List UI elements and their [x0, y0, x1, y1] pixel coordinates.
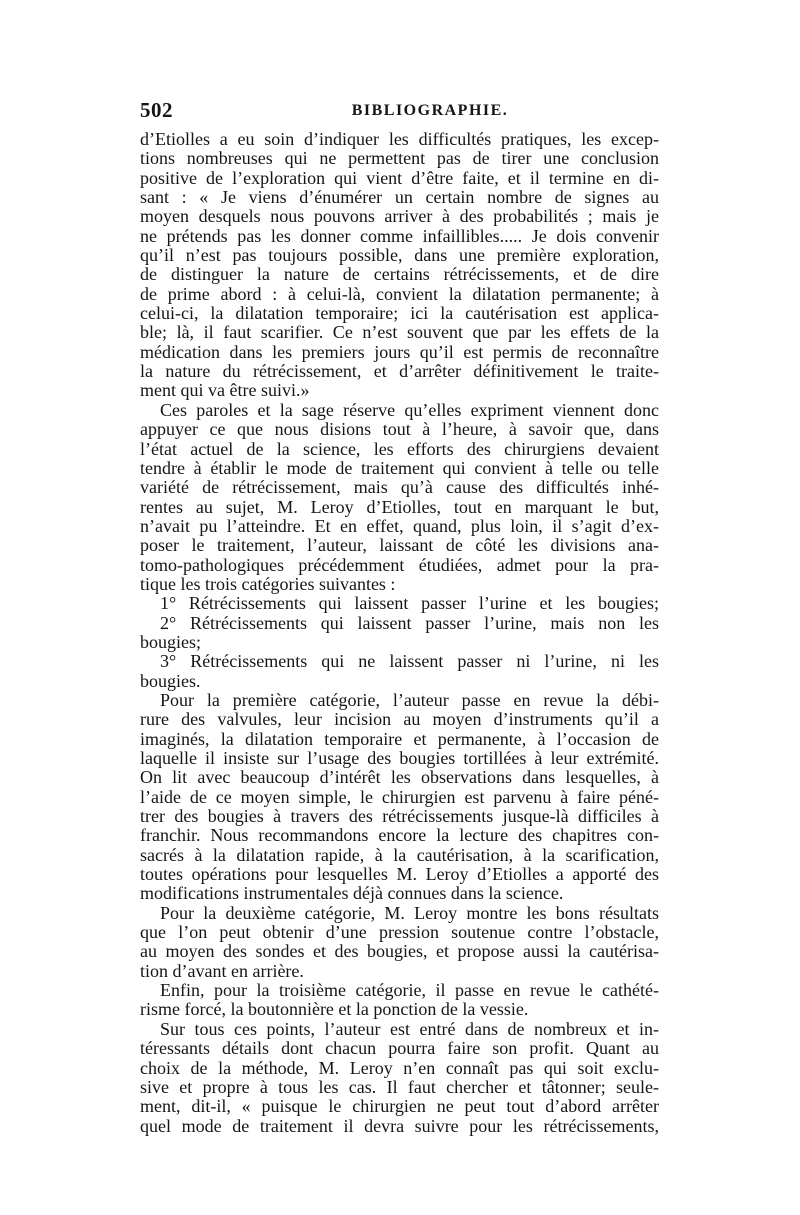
text-line: 3° Rétrécissements qui ne laissent passer ni l’urine, ni les	[160, 651, 659, 672]
text-line: trer des bougies à travers des rétrécissements jusque-là difficiles à	[140, 806, 659, 827]
text-line: n’avait pu l’atteindre. Et en effet, quand, plus loin, il s’agit d’ex-	[140, 515, 659, 536]
text-line: de prime abord : à celui-là, convient la dilatation permanente; à	[140, 283, 659, 304]
text-line: 1° Rétrécissements qui laissent passer l’urine et les bougies;	[160, 593, 659, 614]
text-line: bougies;	[140, 631, 201, 652]
text-line: sant : « Je viens d’énumérer un certain nombre de signes au	[140, 187, 659, 208]
text-line: laquelle il insiste sur l’usage des bougies tortillées à leur extrémité.	[140, 748, 659, 768]
text-line: tique les trois catégories suivantes :	[140, 573, 396, 594]
text-line: appuyer ce que nous disions tout à l’heure, à savoir que, dans	[140, 419, 659, 440]
page-header	[140, 98, 660, 128]
text-line: ne prétends pas les donner comme infaillibles..... Je dois convenir	[140, 225, 659, 246]
text-line: tomo-pathologiques précédemment étudiées, admet pour la pra-	[140, 554, 659, 575]
text-line: toutes opérations pour lesquelles M. Leroy d’Etiolles a apporté des	[140, 864, 659, 885]
text-line: bougies.	[140, 670, 201, 691]
text-line: franchir. Nous recommandons encore la lecture des chapitres con-	[140, 825, 659, 846]
text-line: imaginés, la dilatation temporaire et permanente, à l’occasion de	[140, 728, 659, 749]
text-line: d’Etiolles a eu soin d’indiquer les difficultés pratiques, les excep-	[140, 129, 659, 149]
text-line: moyen desquels nous pouvons arriver à des probabilités ; mais je	[140, 206, 659, 227]
text-line: choix de la méthode, M. Leroy n’en connaît pas qui soit exclu-	[140, 1057, 659, 1078]
text-line: On lit avec beaucoup d’intérêt les observations dans lesquelles, à	[140, 767, 659, 788]
text-line: ment qui va être suivi.»	[140, 380, 310, 401]
text-line: 2° Rétrécissements qui laissent passer l’urine, mais non les	[160, 612, 659, 633]
text-line: rentes au sujet, M. Leroy d’Etiolles, tout en marquant le but,	[140, 496, 659, 517]
text-line: l’aide de ce moyen simple, le chirurgien est parvenu à faire péné-	[140, 786, 659, 807]
page-number: 502	[140, 98, 173, 122]
text-line: l’état actuel de la science, les efforts des chirurgiens devaient	[140, 438, 659, 459]
text-line: rure des valvules, leur incision au moyen d’instruments qu’il a	[140, 709, 659, 730]
text-line: poser le traitement, l’auteur, laissant de côté les divisions ana-	[140, 535, 659, 556]
text-line: modifications instrumentales déjà connues dans la science.	[140, 883, 564, 904]
text-line: celui-ci, la dilatation temporaire; ici la cautérisation est applica-	[140, 303, 659, 324]
text-line: téressants détails dont chacun pourra faire son profit. Quant au	[140, 1038, 659, 1059]
text-line: risme forcé, la boutonnière et la ponction de la vessie.	[140, 999, 529, 1020]
text-line: tions nombreuses qui ne permettent pas de tirer une conclusion	[140, 148, 659, 169]
text-line: tion d’avant en arrière.	[140, 960, 304, 981]
text-line: tendre à établir le mode de traitement qui convient à telle ou telle	[140, 457, 659, 478]
body-text	[140, 130, 659, 1136]
text-line: variété de rétrécissement, mais qu’à cause des difficultés inhé-	[140, 477, 659, 498]
text-line: médication dans les premiers jours qu’il est permis de reconnaître	[140, 341, 659, 362]
running-head: BIBLIOGRAPHIE.	[351, 102, 509, 119]
text-line: positive de l’exploration qui vient d’être faite, et il termine en di-	[140, 167, 659, 188]
text-line: Ces paroles et la sage réserve qu’elles expriment viennent donc	[160, 399, 659, 420]
text-line: Sur tous ces points, l’auteur est entré dans de nombreux et in-	[160, 1018, 659, 1039]
text-line: Pour la deuxième catégorie, M. Leroy montre les bons résultats	[160, 902, 659, 923]
text-line: ble; là, il faut scarifier. Ce n’est souvent que par les effets de la	[140, 322, 659, 343]
text-line: Pour la première catégorie, l’auteur passe en revue la débi-	[160, 689, 659, 710]
text-line: sive et propre à tous les cas. Il faut chercher et tâtonner; seule-	[140, 1076, 659, 1097]
text-line: au moyen des sondes et des bougies, et propose aussi la cautérisa-	[140, 941, 659, 962]
text-line: qu’il n’est pas toujours possible, dans une première exploration,	[140, 245, 659, 266]
text-line: Enfin, pour la troisième catégorie, il passe en revue le cathété-	[160, 980, 659, 1001]
text-line: sacrés à la dilatation rapide, à la cautérisation, à la scarification,	[140, 844, 659, 865]
text-line: quel mode de traitement il devra suivre pour les rétrécissements,	[140, 1115, 659, 1136]
text-line: la nature du rétrécissement, et d’arrêter définitivement le traite-	[140, 361, 659, 382]
text-line: que l’on peut obtenir d’une pression soutenue contre l’obstacle,	[140, 922, 659, 943]
text-line: ment, dit-il, « puisque le chirurgien ne peut tout d’abord arrêter	[140, 1096, 659, 1117]
text-line: de distinguer la nature de certains rétrécissements, et de dire	[140, 264, 659, 285]
